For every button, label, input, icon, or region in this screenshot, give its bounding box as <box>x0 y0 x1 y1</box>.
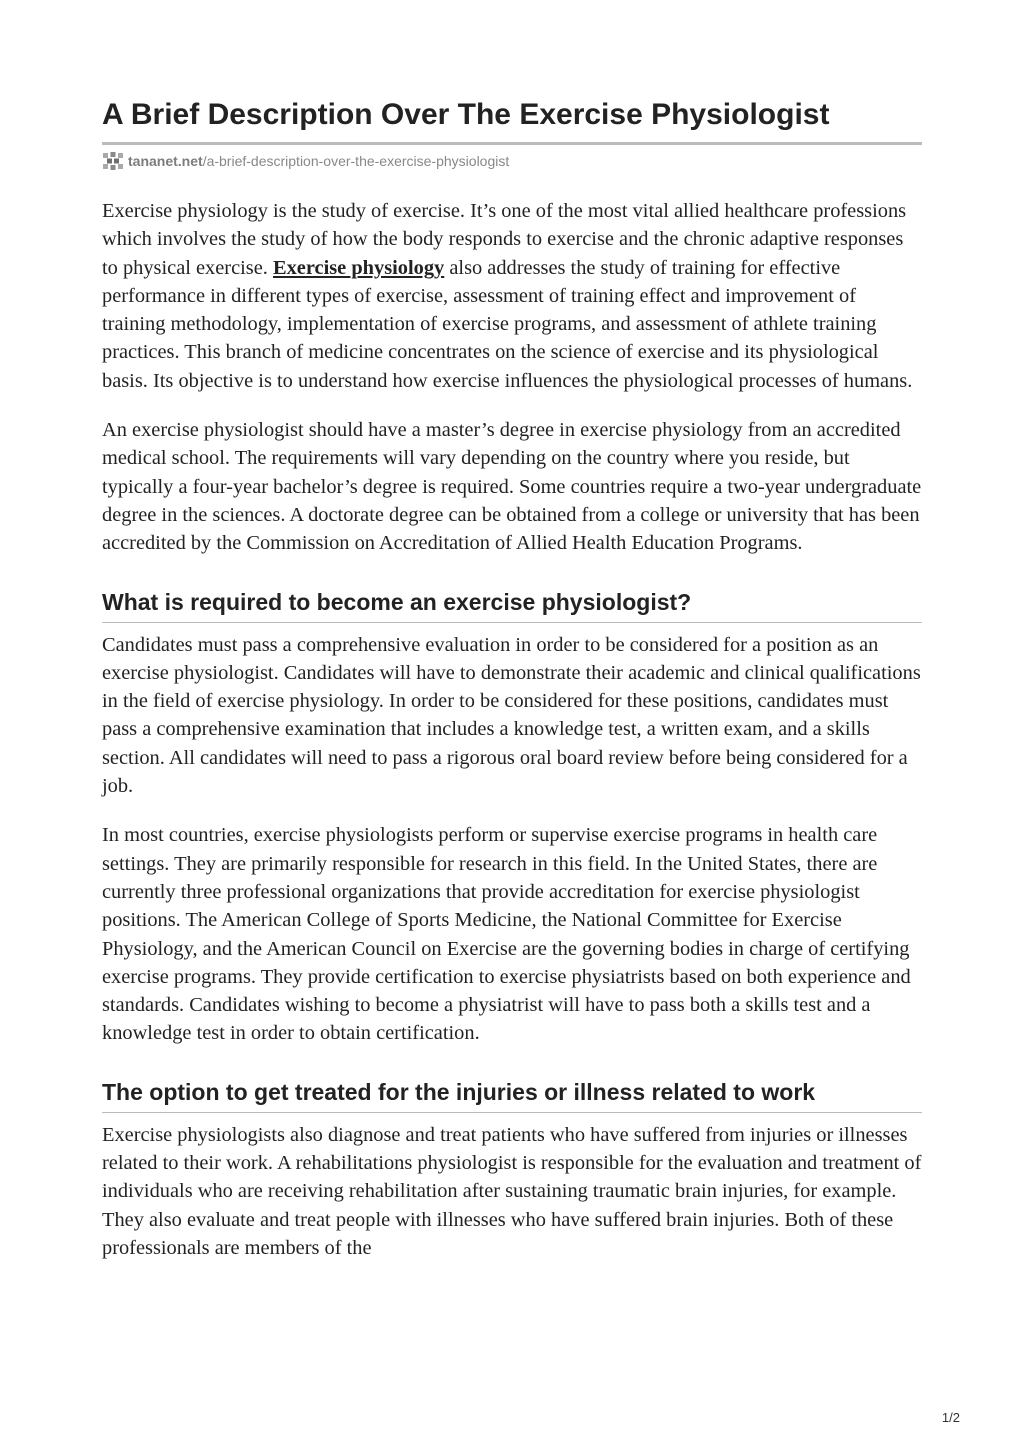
paragraph-text: also addresses the study of training for effective performance in different types of exercise, assessment of training effect and improvement of training methodology, implementation of exercise programs, and assessment of athlete training practices. This branch of medicine concentrates on the science of exercise and its physiological basis. Its objective is to understand how exercise influences the physiological processes of humans. <box>102 256 913 392</box>
paragraph <box>102 197 922 395</box>
source-path: /a-brief-description-over-the-exercise-physiologist <box>202 153 510 169</box>
section-heading: The option to get treated for the injuries or illness related to work <box>102 1077 922 1113</box>
paragraph: An exercise physiologist should have a master’s degree in exercise physiology from an accredited medical school. The requirements will vary depending on the country where you reside, but typically a four-year bachelor’s degree is required. Some countries require a two-year undergraduate degree in the sciences. A doctorate degree can be obtained from a college or university that has been accredited by the Commission on Accreditation of Allied Health Education Programs. <box>102 419 922 555</box>
paragraph-text: Exercise physiology is the study of exercise. It’s one of the most vital allied healthcare professions which involves the study of how the body responds to exercise and the chronic adaptive responses to physical exercise. <box>102 200 907 279</box>
exercise-physiology-link[interactable]: Exercise physiology <box>273 256 445 279</box>
source-link[interactable] <box>128 152 509 170</box>
source-domain: tananet.net <box>128 153 203 169</box>
article-body <box>102 197 922 1262</box>
section-heading: What is required to become an exercise physiologist? <box>102 587 922 623</box>
article <box>102 96 922 1283</box>
paragraph: Candidates must pass a comprehensive evaluation in order to be considered for a position as an exercise physiologist. Candidates will have to demonstrate their academic and clinical qualifications in the field of exercise physiology. In order to be considered for these positions, candidates must pass a comprehensive examination that includes a knowledge test, a written exam, and a skills section. All candidates will need to pass a rigorous oral board review before being considered for a job. <box>102 633 921 798</box>
article-title: A Brief Description Over The Exercise Physiologist <box>102 96 922 145</box>
page-number: 1/2 <box>941 1410 960 1425</box>
tananet-logo-icon <box>102 152 124 170</box>
paragraph: Exercise physiologists also diagnose and treat patients who have suffered from injuries or illnesses related to their work. A rehabilitations physiologist is responsible for the evaluation and treatment of individuals who are receiving rehabilitation after sustaining traumatic brain injuries, for example. They also evaluate and treat people with illnesses who have suffered brain injuries. Both of these professionals are members of the <box>102 1123 922 1259</box>
paragraph: In most countries, exercise physiologists perform or supervise exercise programs in health care settings. They are primarily responsible for research in this field. In the United States, there are currently three professional organizations that provide accreditation for exercise physiologist positions. The American College of Sports Medicine, the National Committee for Exercise Physiology, and the American Council on Exercise are the governing bodies in charge of certifying exercise programs. They provide certification to exercise physiatrists based on both experience and standards. Candidates wishing to become a physiatrist will have to pass both a skills test and a knowledge test in order to obtain certification. <box>102 824 911 1045</box>
source-line <box>102 152 922 170</box>
